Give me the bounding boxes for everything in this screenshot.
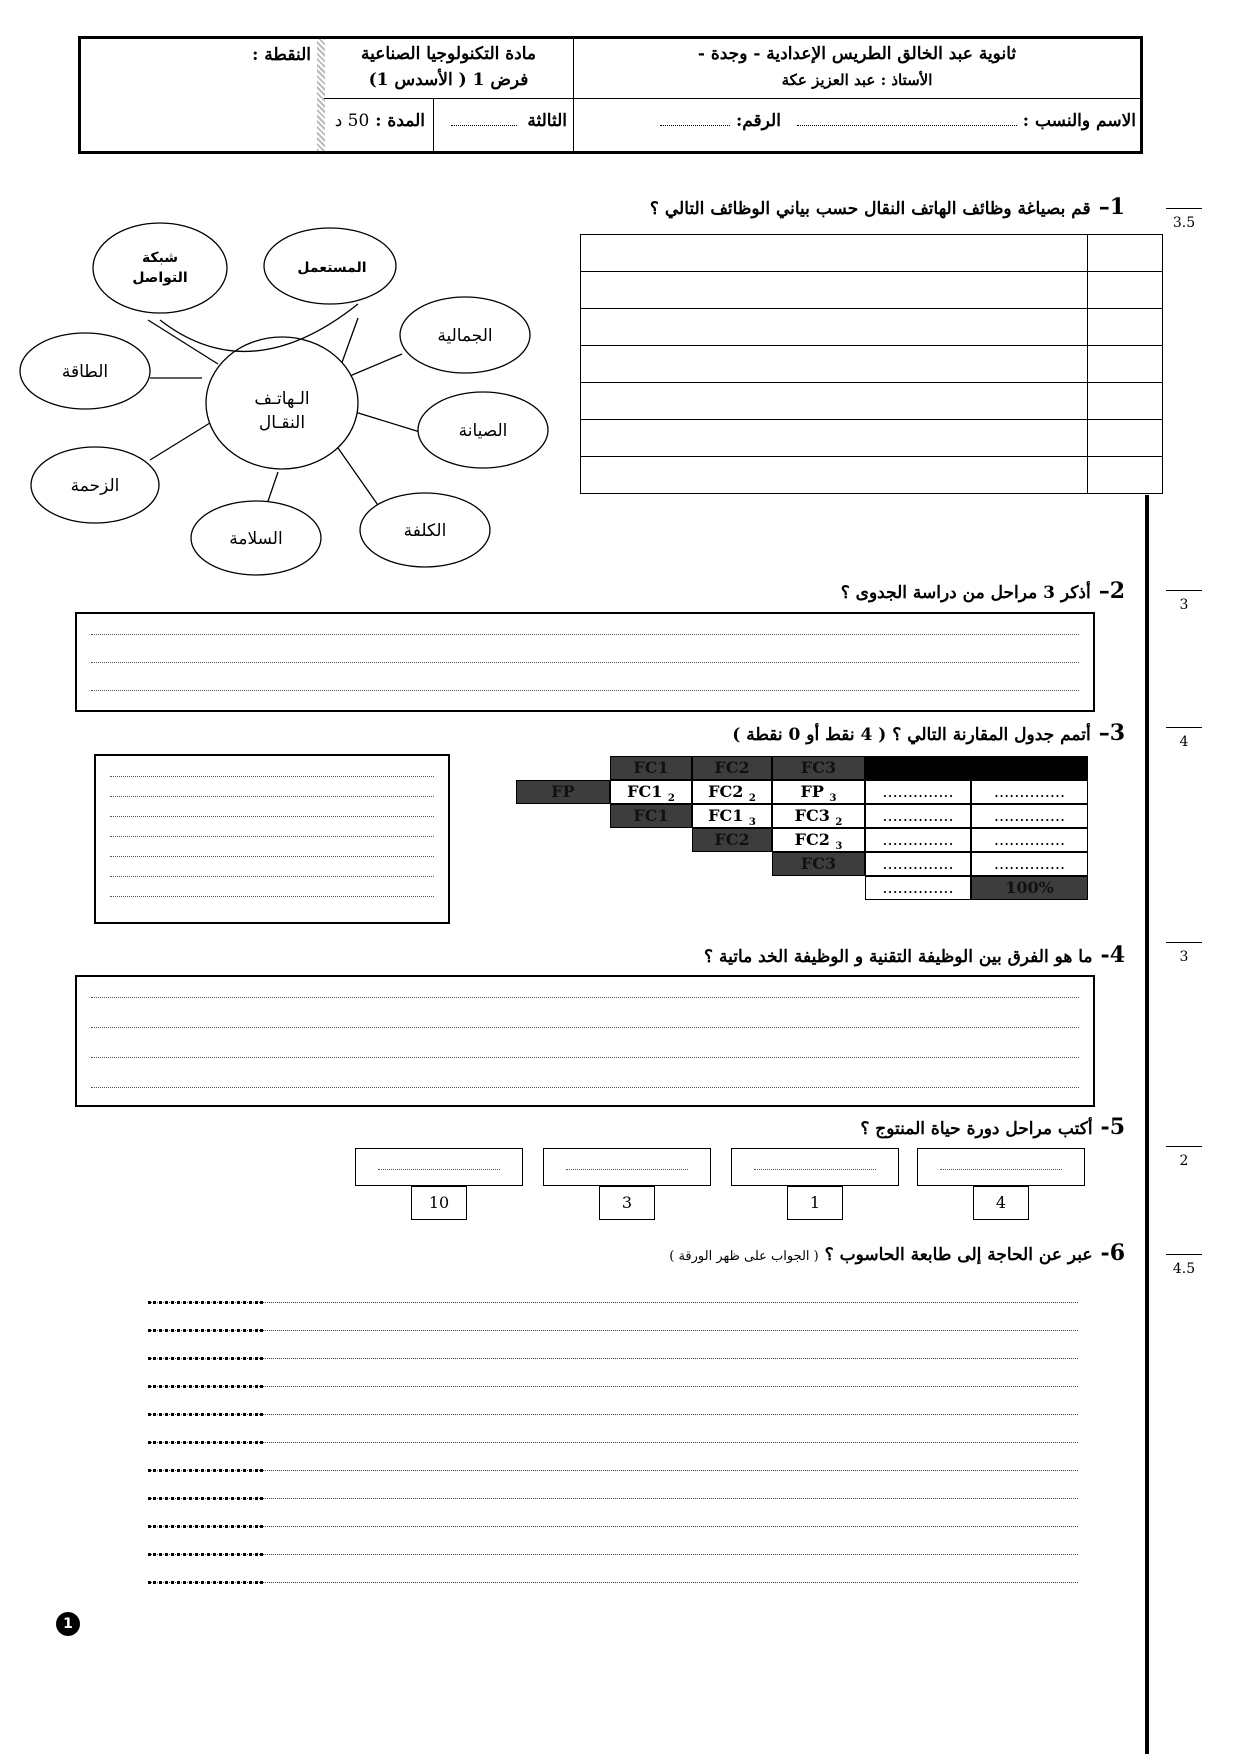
q4-text: ما هو الفرق بين الوظيفة التقنية و الوظيفة الخد ماتية ؟ xyxy=(704,947,1093,967)
safety-label: السلامة xyxy=(229,529,283,549)
lifecycle-stage-3[interactable] xyxy=(543,1148,711,1186)
subject-cell xyxy=(324,39,574,99)
functions-diagram xyxy=(0,220,580,580)
lifecycle-number-3: 3 xyxy=(599,1186,655,1220)
function-cell[interactable] xyxy=(581,457,1088,494)
aesthetics-label: الجمالية xyxy=(437,326,493,346)
answer-line[interactable] xyxy=(91,997,1079,998)
q6-number: 6- xyxy=(1100,1240,1125,1266)
exam-header xyxy=(78,36,1143,154)
answer-line[interactable] xyxy=(148,1442,1078,1443)
number-label: الرقم: xyxy=(735,111,781,131)
link-maintenance xyxy=(355,412,420,432)
ct-r3c3: FC2 $_3$ xyxy=(772,828,865,852)
ct-total: 100% xyxy=(971,876,1088,900)
q4-answer-box[interactable] xyxy=(75,975,1095,1107)
function-row[interactable] xyxy=(581,235,1163,272)
function-row[interactable] xyxy=(581,272,1163,309)
q4-title xyxy=(704,942,1125,968)
function-row[interactable] xyxy=(581,346,1163,383)
ct-r2c2: FC1 $_3$ xyxy=(692,804,772,828)
q3-score: 4 xyxy=(1166,727,1202,750)
margin-line xyxy=(1145,495,1149,1754)
q3-text: أتمم جدول المقارنة التالي ؟ ( 4 نقط أو 0 نقطة ) xyxy=(732,725,1091,745)
answer-line[interactable] xyxy=(148,1414,1078,1415)
exam-title: فرض 1 ( الأسدس 1) xyxy=(368,70,529,90)
q5-number: 5- xyxy=(1100,1114,1125,1140)
answer-line[interactable] xyxy=(91,1057,1079,1058)
answer-line[interactable] xyxy=(148,1302,1078,1303)
q1-title xyxy=(650,194,1125,220)
lifecycle-number-1: 4 xyxy=(973,1186,1029,1220)
q4-number: 4- xyxy=(1100,942,1125,968)
ct-header-fc3: FC3 xyxy=(772,756,865,780)
answer-line[interactable] xyxy=(110,856,434,857)
answer-line[interactable] xyxy=(91,690,1079,691)
q6-text: عبر عن الحاجة إلى طابعة الحاسوب ؟ xyxy=(824,1245,1093,1265)
function-row[interactable] xyxy=(581,383,1163,420)
link-aesthetics xyxy=(345,354,402,378)
ct-r2-blank1[interactable]: .............. xyxy=(865,804,971,828)
function-code-cell[interactable] xyxy=(1088,346,1163,383)
answer-line[interactable] xyxy=(91,634,1079,635)
answer-line[interactable] xyxy=(148,1470,1078,1471)
function-code-cell[interactable] xyxy=(1088,309,1163,346)
function-code-cell[interactable] xyxy=(1088,420,1163,457)
grade-cell xyxy=(81,39,324,151)
link-network xyxy=(148,320,218,364)
ct-header-blank1 xyxy=(865,756,971,780)
q6-note: ( الجواب على ظهر الورقة ) xyxy=(669,1249,819,1264)
ct-row-fc3: FC3 xyxy=(772,852,865,876)
page-number: 1 xyxy=(56,1612,80,1636)
function-code-cell[interactable] xyxy=(1088,383,1163,420)
q6-score: 4.5 xyxy=(1166,1254,1202,1277)
answer-line[interactable] xyxy=(110,816,434,817)
q4-score: 3 xyxy=(1166,942,1202,965)
ct-r3-blank2[interactable]: .............. xyxy=(971,828,1088,852)
school-name: ثانوية عبد الخالق الطريس الإعدادية - وجدة - xyxy=(697,44,1017,64)
answer-line[interactable] xyxy=(91,1027,1079,1028)
name-blank[interactable] xyxy=(797,125,1017,126)
ct-r1c1: FC1 $_2$ xyxy=(610,780,692,804)
answer-line[interactable] xyxy=(110,796,434,797)
ct-r2c3: FC3 $_2$ xyxy=(772,804,865,828)
lifecycle-stage-2[interactable] xyxy=(731,1148,899,1186)
ct-header-blank2 xyxy=(971,756,1088,780)
ct-header-fc2: FC2 xyxy=(692,756,772,780)
function-row[interactable] xyxy=(581,309,1163,346)
ct-r1-blank1[interactable]: .............. xyxy=(865,780,971,804)
function-code-cell[interactable] xyxy=(1088,235,1163,272)
function-code-cell[interactable] xyxy=(1088,272,1163,309)
q3-title xyxy=(732,720,1125,746)
ct-row-fc1: FC1 xyxy=(610,804,692,828)
lifecycle-number-4: 10 xyxy=(411,1186,467,1220)
function-code-cell[interactable] xyxy=(1088,457,1163,494)
answer-line[interactable] xyxy=(148,1526,1078,1527)
q1-text: قم بصياغة وظائف الهاتف النقال حسب بياني الوظائف التالي ؟ xyxy=(649,199,1091,219)
function-cell[interactable] xyxy=(581,420,1088,457)
teacher-name: الأستاذ : عبد العزيز عكة xyxy=(781,71,933,89)
q2-answer-box[interactable] xyxy=(75,612,1095,712)
answer-line[interactable] xyxy=(91,662,1079,663)
number-blank[interactable] xyxy=(660,125,730,126)
function-cell[interactable] xyxy=(581,346,1088,383)
functions-table xyxy=(580,234,1163,494)
q2-title xyxy=(841,578,1125,604)
q3-number: 3– xyxy=(1098,720,1125,746)
q2-number: 2– xyxy=(1098,578,1125,604)
subject: مادة التكنولوجيا الصناعية xyxy=(360,44,537,64)
lifecycle-stage-4[interactable] xyxy=(355,1148,523,1186)
answer-line[interactable] xyxy=(110,836,434,837)
answer-line[interactable] xyxy=(110,776,434,777)
ct-row-fp: FP xyxy=(516,780,610,804)
q3-answer-box[interactable] xyxy=(94,754,450,924)
link-congestion xyxy=(150,418,218,460)
grade-label: النقطة : xyxy=(252,45,311,65)
user-label: المستعمل xyxy=(297,260,367,276)
answer-line[interactable] xyxy=(110,876,434,877)
ct-r1c3: FP $_3$ xyxy=(772,780,865,804)
ct-header-fc1: FC1 xyxy=(610,756,692,780)
link-user xyxy=(340,318,358,368)
ct-r2-blank2[interactable]: .............. xyxy=(971,804,1088,828)
class-label: الثالثة xyxy=(527,111,567,131)
answer-line[interactable] xyxy=(91,1087,1079,1088)
q6-title xyxy=(669,1240,1125,1266)
ct-r4-blank2[interactable]: .............. xyxy=(971,852,1088,876)
class-cell[interactable] xyxy=(434,99,574,151)
maintenance-label: الصيانة xyxy=(458,421,508,441)
ct-r1c2: FC2 $_2$ xyxy=(692,780,772,804)
function-cell[interactable] xyxy=(581,272,1088,309)
cost-label: الكلفة xyxy=(403,521,447,541)
lifecycle-stage-1[interactable] xyxy=(917,1148,1085,1186)
duration-cell xyxy=(324,99,434,151)
duration-label: المدة : xyxy=(375,111,425,131)
ct-r1-blank2[interactable]: .............. xyxy=(971,780,1088,804)
function-cell[interactable] xyxy=(581,309,1088,346)
energy-label: الطاقة xyxy=(61,362,109,382)
q1-number: 1– xyxy=(1098,194,1125,220)
duration-value: 50 د xyxy=(334,111,370,131)
link-cost xyxy=(338,448,380,508)
bubble-network xyxy=(93,223,227,313)
ct-row-fc2: FC2 xyxy=(692,828,772,852)
school-cell xyxy=(574,39,1140,99)
class-blank[interactable] xyxy=(451,125,517,126)
name-cell[interactable] xyxy=(574,99,1140,151)
answer-line[interactable] xyxy=(148,1554,1078,1555)
ct-total-blank[interactable]: .............. xyxy=(865,876,971,900)
answer-line[interactable] xyxy=(148,1498,1078,1499)
q5-text: أكتب مراحل دورة حياة المنتوج ؟ xyxy=(860,1119,1093,1139)
q5-title xyxy=(860,1114,1125,1140)
center-line2: النقـال xyxy=(258,413,306,433)
congestion-label: الزحمة xyxy=(70,476,120,496)
q2-score: 3 xyxy=(1166,590,1202,613)
function-row[interactable] xyxy=(581,420,1163,457)
function-cell[interactable] xyxy=(581,383,1088,420)
ct-r4-blank1[interactable]: .............. xyxy=(865,852,971,876)
lifecycle-number-2: 1 xyxy=(787,1186,843,1220)
ct-r3-blank1[interactable]: .............. xyxy=(865,828,971,852)
network-line2: التواصل xyxy=(132,270,188,286)
answer-line[interactable] xyxy=(110,896,434,897)
network-line1: شبكة xyxy=(141,250,179,266)
q2-text: أذكر 3 مراحل من دراسة الجدوى ؟ xyxy=(840,583,1091,603)
answer-line[interactable] xyxy=(148,1330,1078,1331)
center-line1: الـهاتـف xyxy=(254,389,310,409)
answer-line[interactable] xyxy=(148,1386,1078,1387)
answer-line[interactable] xyxy=(148,1358,1078,1359)
function-row[interactable] xyxy=(581,457,1163,494)
q1-score: 3.5 xyxy=(1166,208,1202,231)
q5-score: 2 xyxy=(1166,1146,1202,1169)
answer-line[interactable] xyxy=(148,1582,1078,1583)
name-label: الاسم والنسب : xyxy=(1022,111,1136,131)
function-cell[interactable] xyxy=(581,235,1088,272)
